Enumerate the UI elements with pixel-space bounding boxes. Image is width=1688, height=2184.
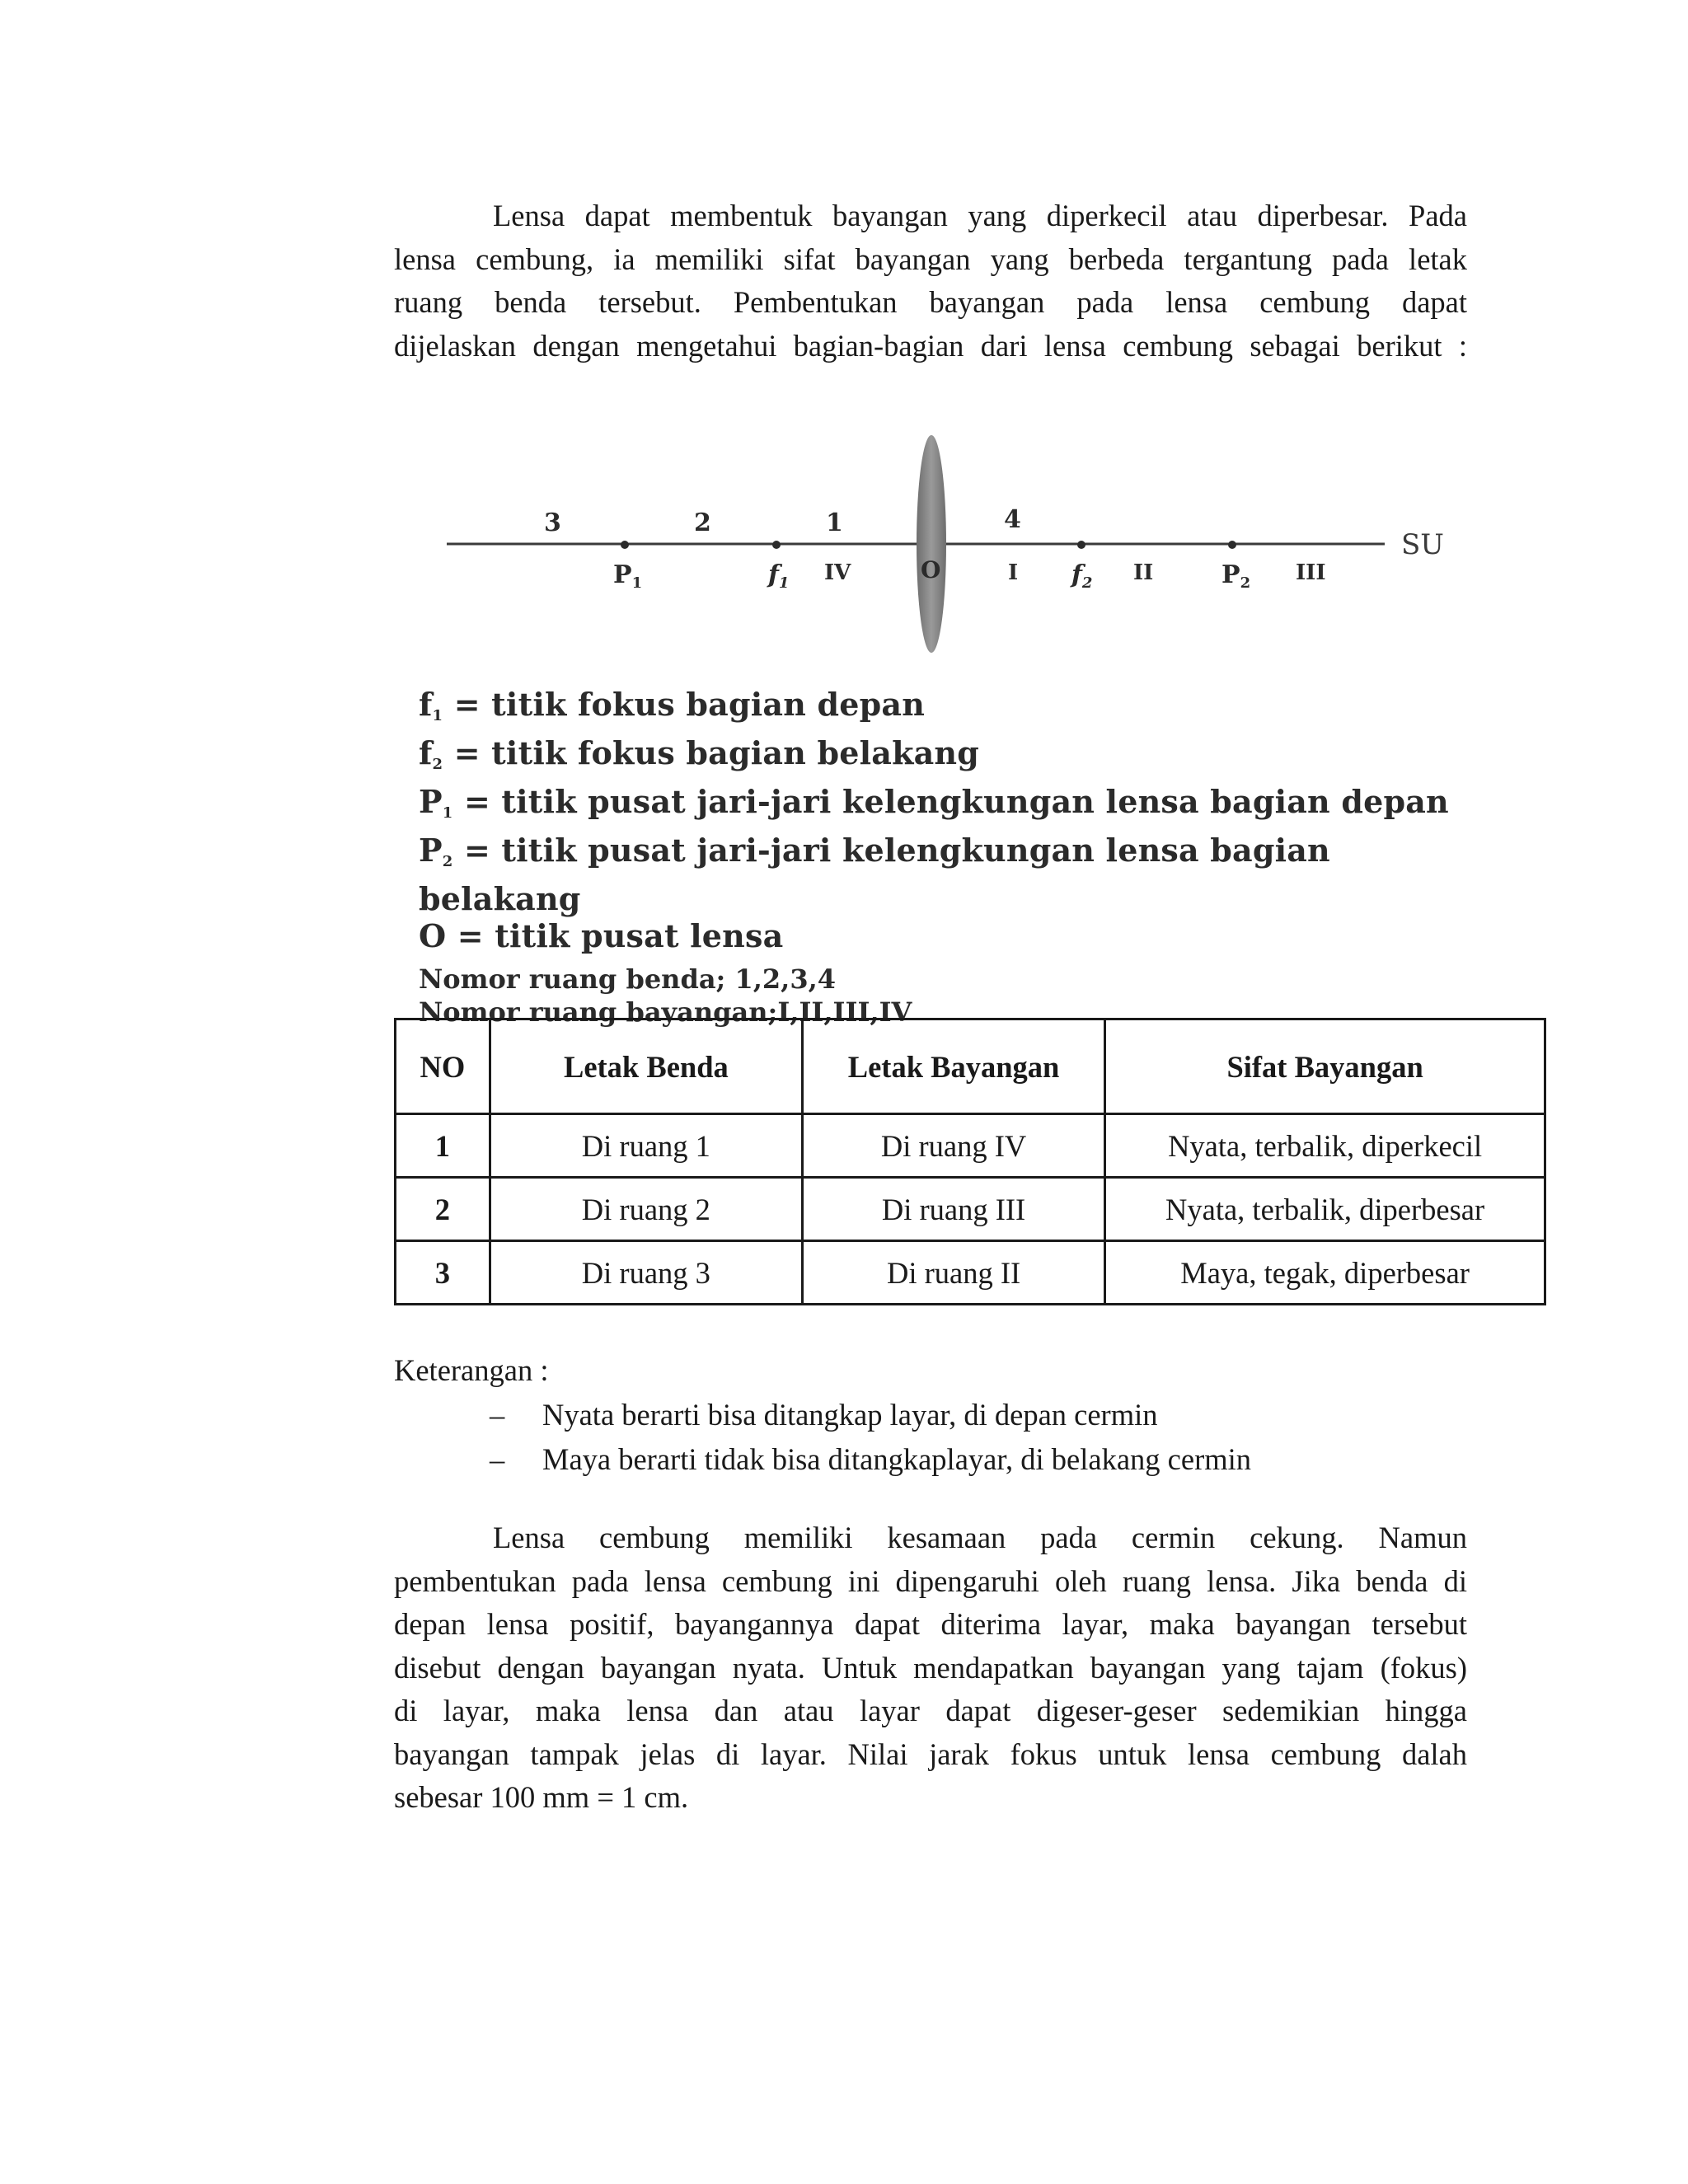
point-p1-label: $P_1$ [613,560,643,592]
bullet-dash: – [490,1442,505,1476]
cell-no: 2 [396,1178,490,1241]
point-o-label: O [921,556,941,583]
legend-p2: $P_2$ = titik pusat jari-jari kelengkungan lensa bagian belakang [419,832,1330,917]
table-header-row [396,1019,1545,1114]
lens-diagram [412,404,1467,684]
point-f2-label: $f_2$ [1071,560,1093,592]
cell-sifat-bayangan: Nyata, terbalik, diperkecil [1105,1114,1545,1178]
intro-line-2: lensa cembung, ia memiliki sifat bayangan yang berbeda tergantung pada letak [394,241,1467,276]
closing-line-7: sebesar 100 mm = 1 cm. [394,1780,689,1814]
closing-line-5: di layar, maka lensa dan atau layar dapat digeser-geser sedemikian hingga [394,1694,1467,1727]
cell-letak-bayangan: Di ruang IV [802,1114,1104,1178]
legend-f1: $f_1$ = titik fokus bagian depan [419,686,926,724]
bullet-dash: – [490,1398,505,1432]
cell-no: 3 [396,1241,490,1305]
keterangan-title: Keterangan : [394,1353,549,1387]
object-space-2: 2 [694,509,711,537]
image-space-i: I [1008,560,1019,585]
closing-line-3: depan lensa positif, bayangannya dapat diterima layar, maka bayangan tersebut [394,1607,1467,1641]
closing-line-4: disebut dengan bayangan nyata. Untuk mendapatkan bayangan yang tajam (fokus) [394,1650,1467,1685]
intro-line-3: ruang benda tersebut. Pembentukan bayangan pada lensa cembung dapat [394,285,1467,319]
image-properties-table [394,1018,1546,1305]
object-space-3: 3 [544,509,561,537]
cell-sifat-bayangan: Nyata, terbalik, diperbesar [1105,1178,1545,1241]
point-f1-dot [772,541,781,549]
cell-letak-benda: Di ruang 1 [490,1114,802,1178]
cell-letak-bayangan: Di ruang II [802,1241,1104,1305]
convex-lens [917,435,946,653]
figure-legend [419,686,1467,1029]
axis-label-su: SU [1401,528,1444,561]
header-letak-bayangan: Letak Bayangan [802,1019,1104,1114]
cell-letak-bayangan: Di ruang III [802,1178,1104,1241]
intro-line-1: Lensa dapat membentuk bayangan yang diperkecil atau diperbesar. Pada [493,199,1467,232]
legend-image-spaces-note: Nomor ruang bayangan;I,II,III,IV [419,996,912,1028]
header-no: NO [396,1019,490,1114]
legend-p1: $P_1$ = titik pusat jari-jari kelengkungan lensa bagian depan [419,783,1449,822]
header-letak-benda: Letak Benda [490,1019,802,1114]
header-sifat-bayangan: Sifat Bayangan [1105,1019,1545,1114]
convex-lens-figure [412,404,1467,1028]
point-p2-label: $P_2$ [1221,560,1251,592]
cell-sifat-bayangan: Maya, tegak, diperbesar [1105,1241,1545,1305]
cell-letak-benda: Di ruang 3 [490,1241,802,1305]
closing-paragraph [394,1516,1467,1820]
keterangan-item-2: – Maya berarti tidak bisa ditangkaplayar, di belakang cermin [490,1437,1251,1482]
legend-o: O = titik pusat lensa [419,917,784,954]
intro-paragraph [394,194,1467,368]
legend-object-spaces-note: Nomor ruang benda; 1,2,3,4 [419,963,836,995]
closing-line-2: pembentukan pada lensa cembung ini dipengaruhi oleh ruang lensa. Jika benda di [394,1563,1467,1598]
table-row [396,1178,1545,1241]
point-f2-dot [1077,541,1085,549]
intro-line-4: dijelaskan dengan mengetahui bagian-bagian dari lensa cembung sebagai berikut : [394,328,1467,363]
keterangan-item-1: – Nyata berarti bisa ditangkap layar, di depan cermin [490,1393,1158,1437]
image-space-iii: III [1296,560,1326,585]
table-row [396,1114,1545,1178]
legend-f2: $f_2$ = titik fokus bagian belakang [419,734,980,773]
object-space-4: 4 [1004,505,1021,534]
cell-letak-benda: Di ruang 2 [490,1178,802,1241]
cell-no: 1 [396,1114,490,1178]
closing-line-1: Lensa cembung memiliki kesamaan pada cermin cekung. Namun [493,1521,1467,1554]
object-space-1: 1 [826,509,843,537]
point-p2-dot [1228,541,1236,549]
image-space-ii: II [1133,560,1154,585]
table-row [396,1241,1545,1305]
image-space-iv: IV [824,560,851,585]
closing-line-6: bayangan tampak jelas di layar. Nilai jarak fokus untuk lensa cembung dalah [394,1736,1467,1771]
point-p1-dot [621,541,629,549]
point-f1-label: $f_1$ [768,560,790,592]
